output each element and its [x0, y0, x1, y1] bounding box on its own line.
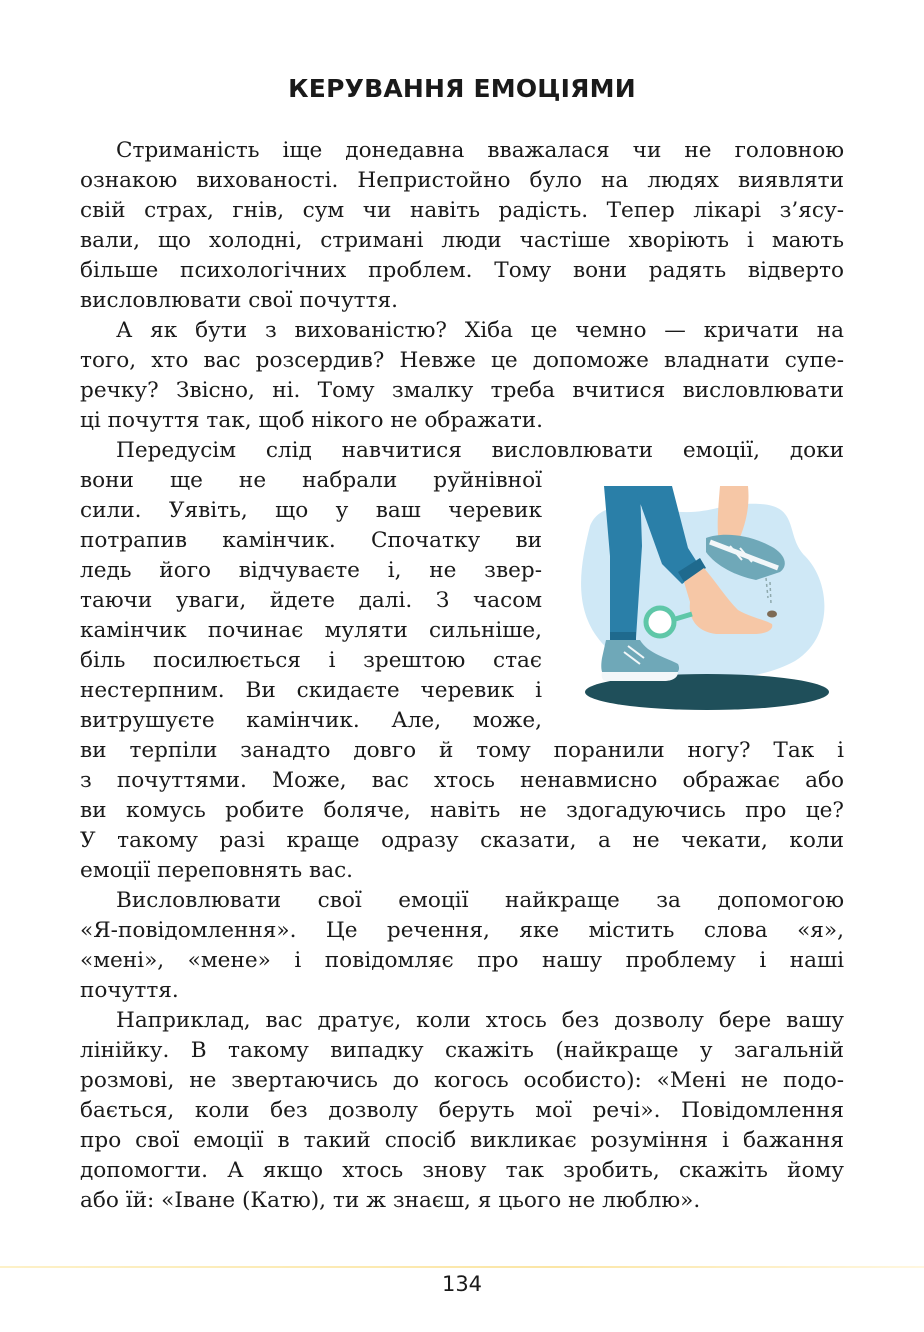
text-line: таючи уваги, йдете далі. З часом — [80, 588, 542, 613]
text-line: висловлювати свої почуття. — [80, 288, 399, 313]
paragraph-4 — [80, 886, 844, 1006]
footer-rule — [0, 1266, 924, 1268]
text-line: вони ще не набрали руйнівної — [80, 468, 542, 493]
text-line: про свої емоції в такий спосіб викликає розуміння і бажання — [80, 1128, 844, 1153]
text-line: сили. Уявіть, що у ваш черевик — [80, 498, 542, 523]
text-line: свій страх, гнів, сум чи навіть радість. Тепер лікарі з’ясу- — [80, 198, 844, 223]
page-number: 134 — [441, 1272, 483, 1296]
foot-pebble-shoe-illustration — [570, 486, 832, 716]
text-line: бається, коли без дозволу беруть мої речі». Повідомлення — [80, 1098, 844, 1123]
text-line: «мені», «мене» і повідомляє про нашу проблему і наші — [80, 948, 844, 973]
text-line: Стриманість іще донедавна вважалася чи не головною — [116, 138, 844, 163]
text-line: витрушуєте камінчик. Але, може, — [80, 708, 542, 733]
text-line: У такому разі краще одразу сказати, а не чекати, коли — [80, 828, 844, 853]
pebble-icon — [767, 611, 777, 618]
text-line: більше психологічних проблем. Тому вони радять відверто — [80, 258, 844, 283]
text-line: ви комусь робите боляче, навіть не здогадуючись про це? — [80, 798, 844, 823]
text-line: допомогти. А якщо хтось знову так зробить, скажіть йому — [80, 1158, 844, 1183]
text-line: ледь його відчуваєте і, не звер- — [80, 558, 542, 583]
text-line: речку? Звісно, ні. Тому змалку треба вчитися висловлювати — [80, 378, 844, 403]
paragraph-1 — [80, 136, 844, 316]
paragraph-2 — [80, 316, 844, 436]
text-line: камінчик починає муляти сильніше, — [80, 618, 542, 643]
text-line: Висловлювати свої емоції найкраще за допомогою — [116, 888, 844, 913]
text-line: нестерпним. Ви скидаєте черевик і — [80, 678, 542, 703]
text-line: Передусім слід навчитися висловлювати емоції, доки — [116, 438, 844, 463]
text-line: потрапив камінчик. Спочатку ви — [80, 528, 542, 553]
text-line: розмові, не звертаючись до когось особисто): «Мені не подо- — [80, 1068, 844, 1093]
page-title: КЕРУВАННЯ ЕМОЦІЯМИ — [288, 74, 636, 103]
text-line: Наприклад, вас дратує, коли хтось без дозволу бере вашу — [116, 1008, 844, 1033]
text-line: вали, що холодні, стримані люди частіше хворіють і мають — [80, 228, 844, 253]
magnifier-icon — [646, 608, 674, 636]
text-line: того, хто вас розсердив? Невже це допоможе владнати супе- — [80, 348, 844, 373]
text-line: або їй: «Іване (Катю), ти ж знаєш, я цього не люблю». — [80, 1188, 701, 1213]
text-line: «Я-повідомлення». Це речення, яке містить слова «я», — [80, 918, 844, 943]
text-line: почуття. — [80, 978, 179, 1003]
text-line: А як бути з вихованістю? Хіба це чемно — кричати на — [116, 318, 844, 343]
text-line: біль посилюється і зрештою стає — [80, 648, 542, 673]
text-line: лінійку. В такому випадку скажіть (найкраще у загальній — [80, 1038, 844, 1063]
text-line: ці почуття так, щоб нікого не ображати. — [80, 408, 544, 433]
paragraph-5 — [80, 1006, 844, 1216]
text-line: ознакою вихованості. Непристойно було на людях виявляти — [80, 168, 844, 193]
text-line: ви терпіли занадто довго й тому поранили ногу? Так і — [80, 738, 844, 763]
text-line: з почуттями. Може, вас хтось ненавмисно ображає або — [80, 768, 844, 793]
text-line: емоції переповнять вас. — [80, 858, 354, 883]
